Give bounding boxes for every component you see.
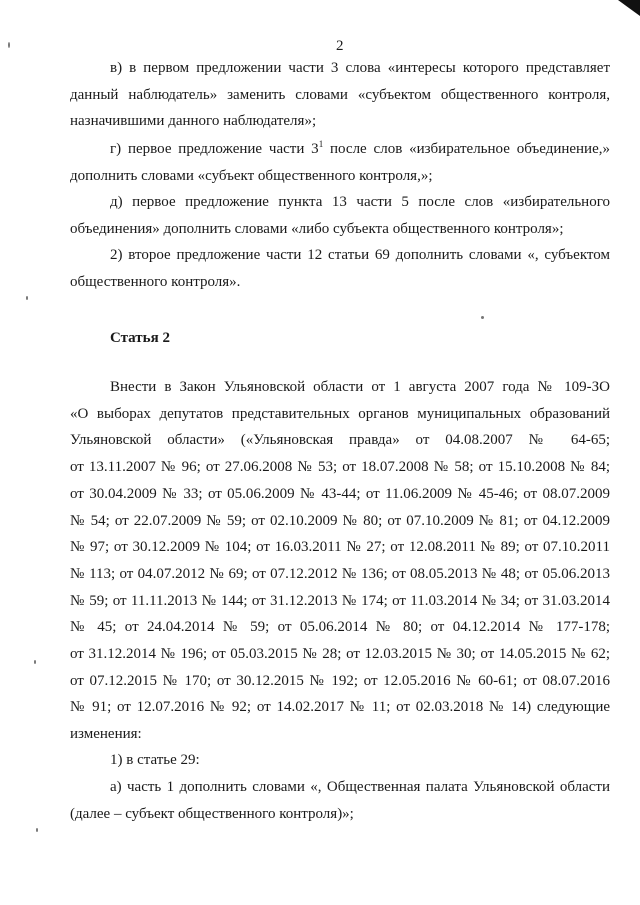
article-heading: Статья 2 <box>110 330 170 346</box>
text-line: объединения» дополнить словами «либо субъекта общественного контроля»; <box>70 220 564 237</box>
text-line: от 07.12.2015 № 170; от 30.12.2015 № 192; от 12.05.2016 № 60-61; от 08.07.2016 <box>70 672 610 689</box>
text-line: общественного контроля». <box>70 273 241 290</box>
text-line: № 97; от 30.12.2009 № 104; от 16.03.2011 № 27; от 12.08.2011 № 89; от 07.10.2011 <box>70 539 610 556</box>
page-number: 2 <box>336 38 344 54</box>
scan-speck <box>26 296 28 300</box>
paragraph-v <box>70 55 610 135</box>
scan-speck <box>34 660 36 664</box>
paragraph-d <box>70 189 610 242</box>
text-line: № 54; от 22.07.2009 № 59; от 02.10.2009 № 80; от 07.10.2009 № 81; от 04.12.2009 <box>70 512 610 529</box>
scan-speck <box>481 316 484 319</box>
text-line: д) первое предложение пункта 13 части 5 после слов «избирательного <box>110 194 610 210</box>
text-fragment: г) первое предложение части 3 <box>110 141 319 157</box>
superscript: 1 <box>318 139 324 149</box>
text-line: назначившими данного наблюдателя»; <box>70 113 317 130</box>
text-line: от 31.12.2014 № 196; от 05.03.2015 № 28; от 12.03.2015 № 30; от 14.05.2015 № 62; <box>70 646 610 663</box>
text-line: от 13.11.2007 № 96; от 27.06.2008 № 53; от 18.07.2008 № 58; от 15.10.2008 № 84; <box>70 459 610 476</box>
text-line: Ульяновской области» («Ульяновская правда» от 04.08.2007 № 64-65; <box>70 432 610 449</box>
item-a <box>70 774 610 827</box>
text-line: № 91; от 12.07.2016 № 92; от 14.02.2017 № 11; от 02.03.2018 № 14) следующие <box>70 699 610 716</box>
text-line: № 45; от 24.04.2014 № 59; от 05.06.2014 № 80; от 04.12.2014 № 177-178; <box>70 619 610 636</box>
paragraph-g <box>70 136 610 189</box>
text-line: от 30.04.2009 № 33; от 05.06.2009 № 43-44; от 11.06.2009 № 45-46; от 08.07.2009 <box>70 485 610 502</box>
text-line: данный наблюдатель» заменить словами «субъектом общественного контроля, <box>70 86 610 103</box>
article-text <box>70 374 610 748</box>
text-line: № 113; от 04.07.2012 № 69; от 07.12.2012 № 136; от 08.05.2013 № 48; от 05.06.2013 <box>70 565 610 582</box>
text-line: «О выборах депутатов представительных органов муниципальных образований <box>70 405 610 422</box>
text-line <box>70 136 610 163</box>
text-line: Внести в Закон Ульяновской области от 1 августа 2007 года № 109-ЗО <box>110 379 610 395</box>
scan-speck <box>36 828 38 832</box>
text-line: (далее – субъект общественного контроля)»; <box>70 805 354 822</box>
text-line: дополнить словами «субъект общественного контроля,»; <box>70 167 433 184</box>
text-fragment: после слов «избирательное объединение,» <box>323 141 610 157</box>
corner-mark <box>618 0 640 16</box>
text-line: в) в первом предложении части 3 слова «интересы которого представляет <box>110 60 610 76</box>
text-line: 1) в статье 29: <box>110 752 200 768</box>
scan-speck <box>8 42 10 48</box>
text-line: № 59; от 11.11.2013 № 144; от 31.12.2013 № 174; от 11.03.2014 № 34; от 31.03.2014 <box>70 592 610 609</box>
paragraph-2 <box>70 242 610 295</box>
text-line: 2) второе предложение части 12 статьи 69 дополнить словами «, субъектом <box>110 247 610 263</box>
item-1 <box>70 747 610 774</box>
text-line: а) часть 1 дополнить словами «, Общественная палата Ульяновской области <box>110 779 610 795</box>
text-line: изменения: <box>70 726 142 743</box>
